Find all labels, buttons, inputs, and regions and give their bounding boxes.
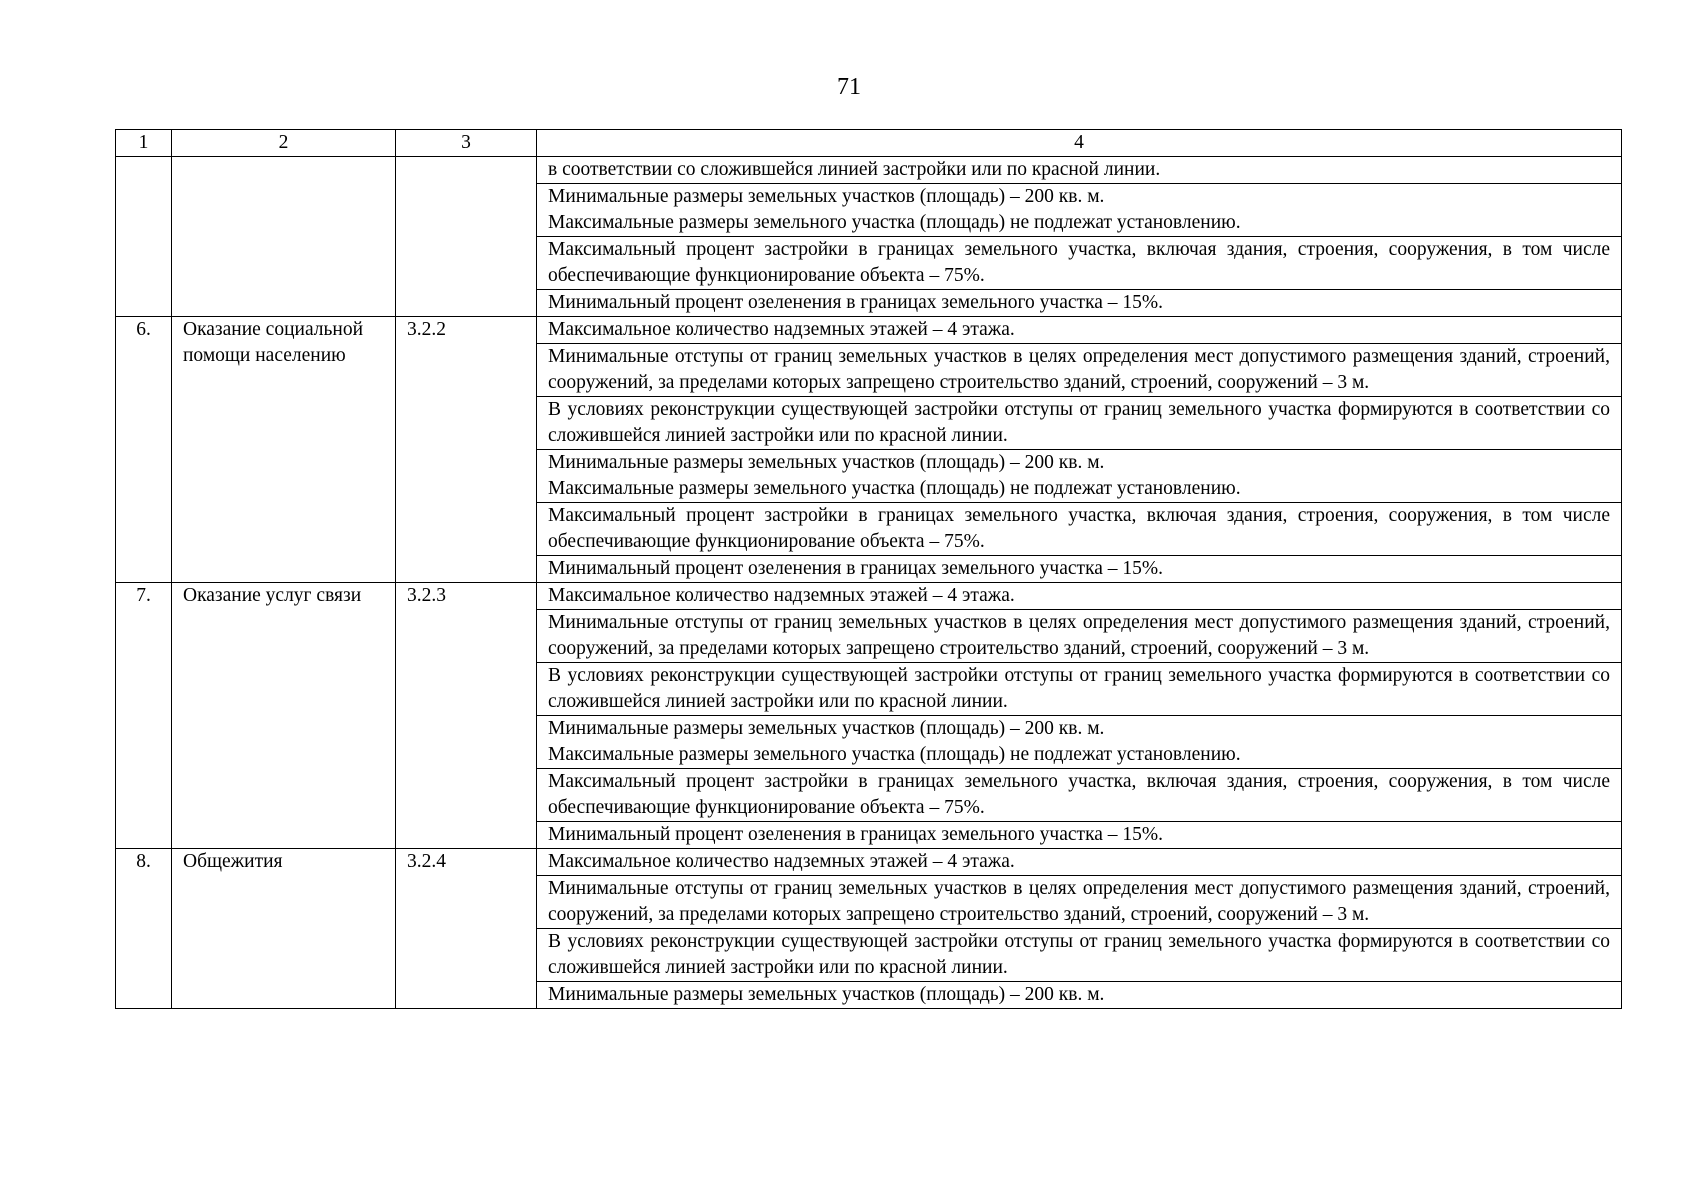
table-row bbox=[116, 157, 1622, 184]
parameter-cell: Минимальные размеры земельных участков (площадь) – 200 кв. м. bbox=[537, 982, 1622, 1009]
header-cell-4: 4 bbox=[537, 130, 1622, 157]
parameter-cell: Минимальные размеры земельных участков (площадь) – 200 кв. м. Максимальные размеры земельного участка (площадь) не подлежат установлению. bbox=[537, 184, 1622, 237]
use-type-name-cell: Общежития bbox=[172, 849, 396, 1009]
row-number-cell: 8. bbox=[116, 849, 172, 1009]
use-type-code-cell: 3.2.2 bbox=[396, 317, 537, 583]
parameter-cell: В условиях реконструкции существующей застройки отступы от границ земельного участка формируются в соответствии со сложившейся линией застройки или по красной линии. bbox=[537, 929, 1622, 982]
parameter-cell: Максимальное количество надземных этажей – 4 этажа. bbox=[537, 317, 1622, 344]
parameter-cell: Минимальный процент озеленения в границах земельного участка – 15%. bbox=[537, 556, 1622, 583]
parameter-cell: Минимальные размеры земельных участков (площадь) – 200 кв. м. Максимальные размеры земельного участка (площадь) не подлежат установлению. bbox=[537, 450, 1622, 503]
parameter-cell: Максимальный процент застройки в границах земельного участка, включая здания, строения, сооружения, в том числе обеспечивающие функционирование объекта – 75%. bbox=[537, 769, 1622, 822]
parameter-cell: в соответствии со сложившейся линией застройки или по красной линии. bbox=[537, 157, 1622, 184]
table-row bbox=[116, 583, 1622, 610]
parameter-cell: В условиях реконструкции существующей застройки отступы от границ земельного участка формируются в соответствии со сложившейся линией застройки или по красной линии. bbox=[537, 663, 1622, 716]
parameter-cell: Минимальные отступы от границ земельных участков в целях определения мест допустимого размещения зданий, строений, сооружений, за пределами которых запрещено строительство зданий, строений, сооружений – 3 м. bbox=[537, 610, 1622, 663]
parameter-cell: Минимальный процент озеленения в границах земельного участка – 15%. bbox=[537, 290, 1622, 317]
parameter-cell: Минимальные размеры земельных участков (площадь) – 200 кв. м. Максимальные размеры земельного участка (площадь) не подлежат установлению. bbox=[537, 716, 1622, 769]
parameter-cell: Минимальный процент озеленения в границах земельного участка – 15%. bbox=[537, 822, 1622, 849]
use-type-name-cell: Оказание социальной помощи населению bbox=[172, 317, 396, 583]
parameter-cell: Максимальный процент застройки в границах земельного участка, включая здания, строения, сооружения, в том числе обеспечивающие функционирование объекта – 75%. bbox=[537, 503, 1622, 556]
use-type-name-cell: Оказание услуг связи bbox=[172, 583, 396, 849]
parameter-cell: Минимальные отступы от границ земельных участков в целях определения мест допустимого размещения зданий, строений, сооружений, за пределами которых запрещено строительство зданий, строений, сооружений – 3 м. bbox=[537, 876, 1622, 929]
table-row bbox=[116, 849, 1622, 876]
use-type-name-cell bbox=[172, 157, 396, 317]
header-cell-3: 3 bbox=[396, 130, 537, 157]
header-cell-1: 1 bbox=[116, 130, 172, 157]
table-row bbox=[116, 317, 1622, 344]
parameter-cell: В условиях реконструкции существующей застройки отступы от границ земельного участка формируются в соответствии со сложившейся линией застройки или по красной линии. bbox=[537, 397, 1622, 450]
row-number-cell: 7. bbox=[116, 583, 172, 849]
row-number-cell bbox=[116, 157, 172, 317]
row-number-cell: 6. bbox=[116, 317, 172, 583]
parameter-cell: Максимальное количество надземных этажей – 4 этажа. bbox=[537, 583, 1622, 610]
land-use-regulations-table bbox=[115, 129, 1622, 1009]
use-type-code-cell: 3.2.3 bbox=[396, 583, 537, 849]
use-type-code-cell: 3.2.4 bbox=[396, 849, 537, 1009]
parameter-cell: Максимальное количество надземных этажей – 4 этажа. bbox=[537, 849, 1622, 876]
table-header-row bbox=[116, 130, 1622, 157]
use-type-code-cell bbox=[396, 157, 537, 317]
parameter-cell: Максимальный процент застройки в границах земельного участка, включая здания, строения, сооружения, в том числе обеспечивающие функционирование объекта – 75%. bbox=[537, 237, 1622, 290]
header-cell-2: 2 bbox=[172, 130, 396, 157]
page-number: 71 bbox=[837, 74, 861, 100]
parameter-cell: Минимальные отступы от границ земельных участков в целях определения мест допустимого размещения зданий, строений, сооружений, за пределами которых запрещено строительство зданий, строений, сооружений – 3 м. bbox=[537, 344, 1622, 397]
